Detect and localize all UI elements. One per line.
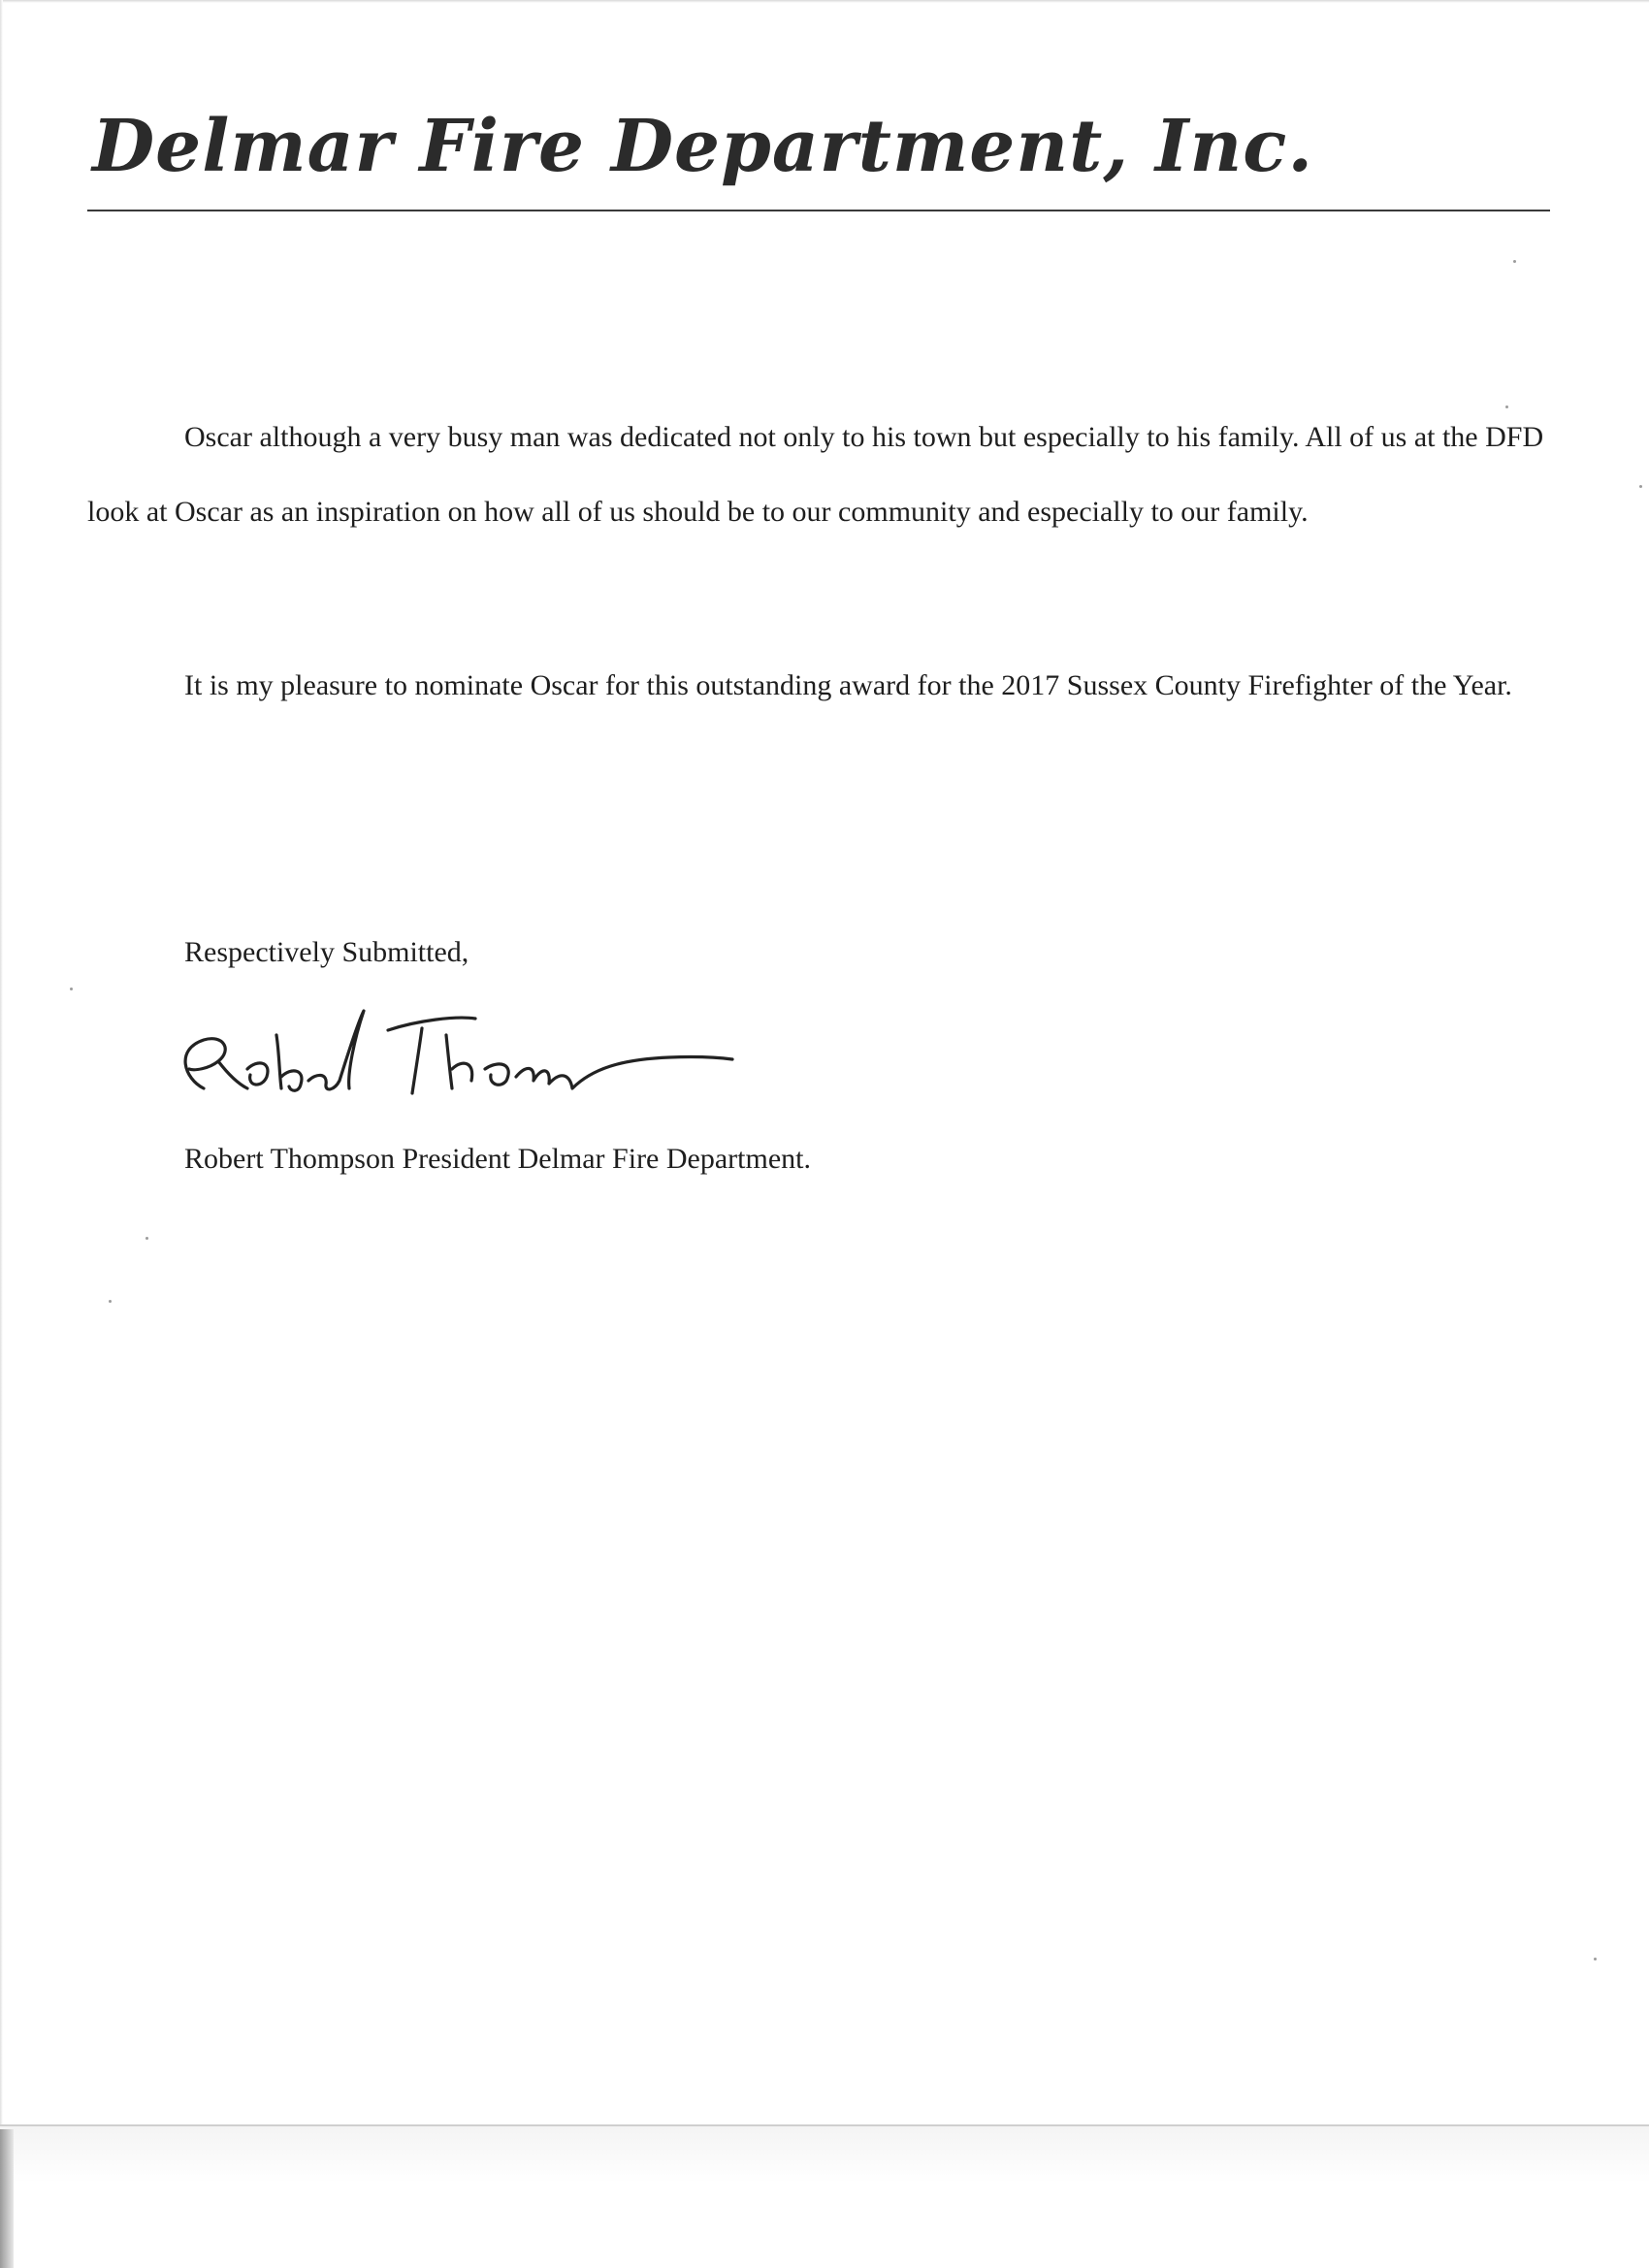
signer-name-title: Robert Thompson President Delmar Fire Department. <box>184 1143 811 1175</box>
scan-speck <box>70 988 73 990</box>
scan-speck <box>1505 405 1508 408</box>
scan-speck <box>1513 260 1516 263</box>
paragraph-1 <box>87 400 1552 549</box>
scan-speck <box>1639 485 1642 488</box>
scan-fold-line <box>0 2124 1649 2126</box>
paragraph-2-text: It is my pleasure to nominate Oscar for this outstanding award for the 2017 Sussex County Firefighter of the Year. <box>184 669 1512 701</box>
scan-speck <box>146 1237 148 1240</box>
letterhead-title: Delmar Fire Department, Inc. <box>92 105 1314 188</box>
scan-fold-shadow <box>0 2126 1649 2268</box>
scan-speck <box>109 1300 112 1303</box>
scan-edge-top <box>0 0 1649 3</box>
scan-speck <box>1594 1958 1597 1960</box>
scan-left-strip <box>0 2129 14 2268</box>
closing-line: Respectively Submitted, <box>184 936 469 968</box>
letterhead-rule <box>87 210 1550 211</box>
handwritten-signature <box>165 991 737 1108</box>
paragraph-1-text: Oscar although a very busy man was dedicated not only to his town but especially to his family. All of us at the DFD look at Oscar as an inspiration on how all of us should be to our community and especially to our family. <box>87 421 1544 528</box>
paragraph-2 <box>87 648 1552 723</box>
scan-edge-left <box>0 0 3 2268</box>
